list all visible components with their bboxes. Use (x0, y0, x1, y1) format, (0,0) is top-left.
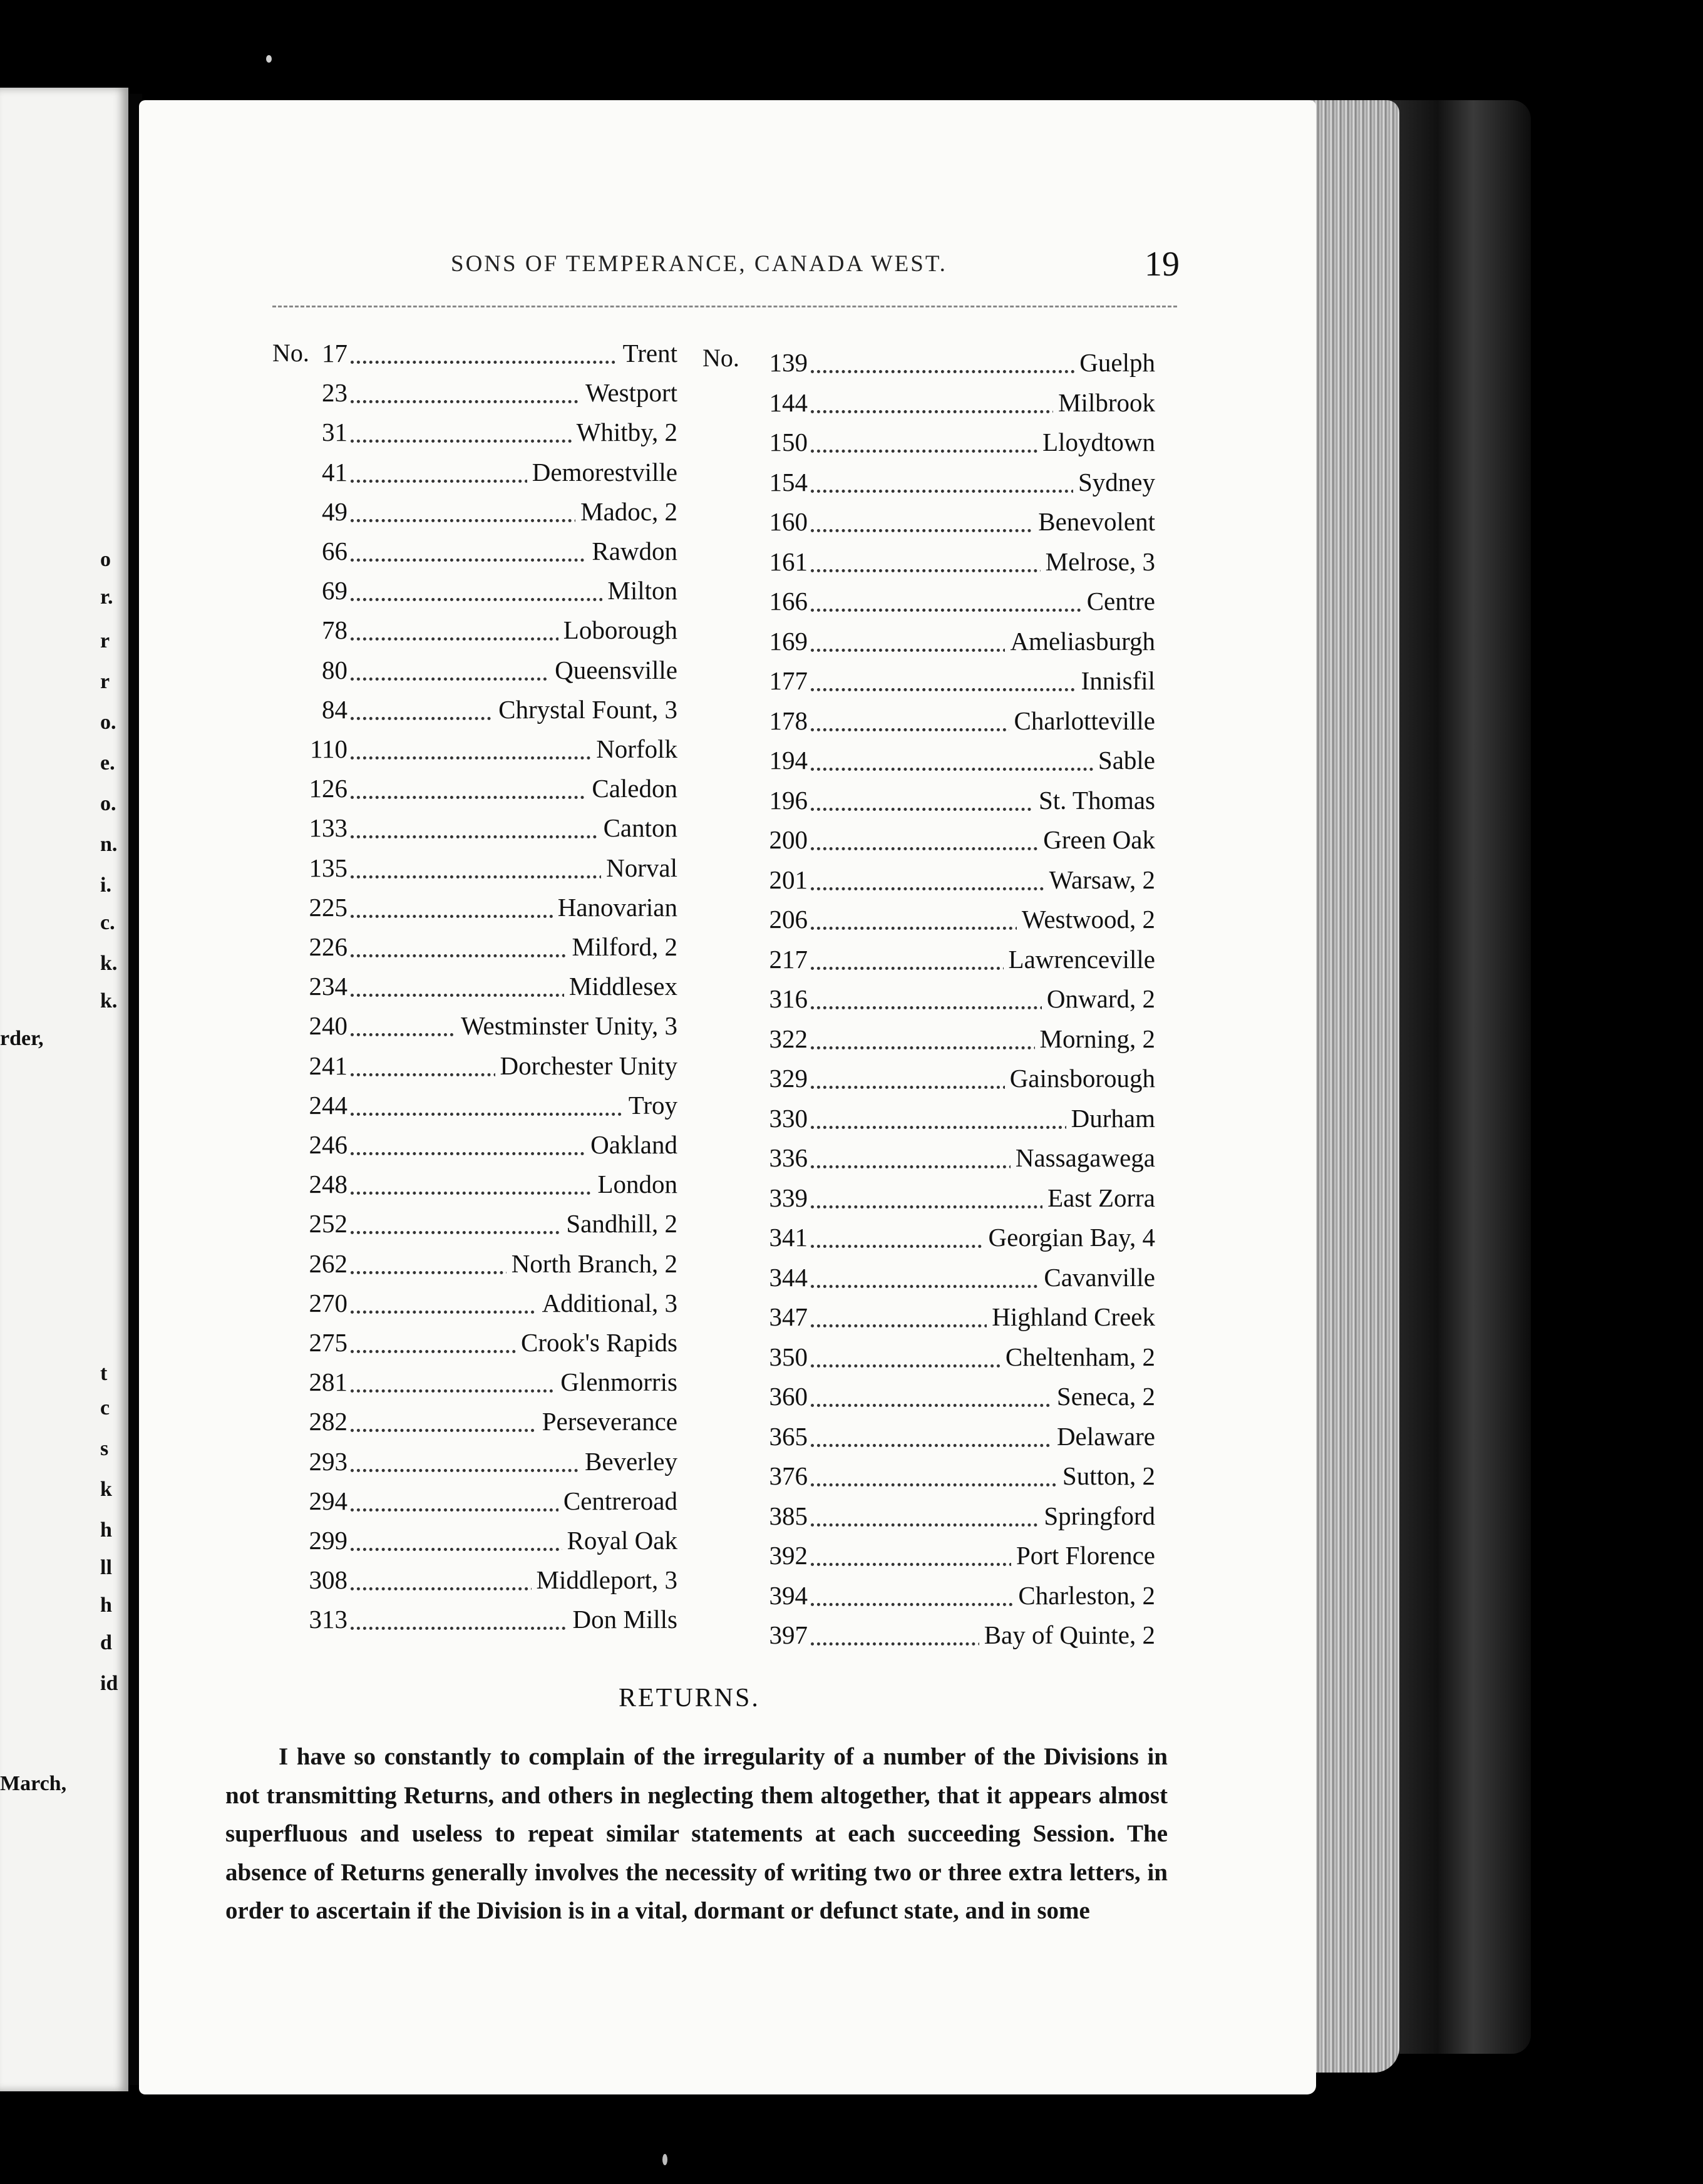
division-place: Milford, 2 (567, 932, 677, 962)
division-number: 200 (769, 825, 808, 854)
paper-speck (662, 2154, 667, 2165)
division-place: Guelph (1074, 348, 1155, 378)
division-place: Sandhill, 2 (561, 1208, 677, 1239)
division-place: Don Mills (568, 1604, 677, 1634)
division-place: Rawdon (587, 536, 677, 566)
division-number: 226 (309, 932, 347, 961)
division-place: East Zorra (1042, 1183, 1155, 1213)
division-place: Centreroad (558, 1486, 677, 1516)
division-entry (748, 626, 1155, 664)
division-entry (748, 467, 1155, 505)
left-page-fragment: k (100, 1478, 112, 1501)
division-number: 275 (309, 1328, 347, 1357)
division-place: Morning, 2 (1035, 1024, 1156, 1054)
division-number: 376 (769, 1461, 808, 1490)
left-page-fragment: e. (100, 751, 115, 775)
division-place: Chrystal Fount, 3 (493, 694, 677, 724)
division-number: 160 (769, 507, 808, 536)
division-number: 336 (769, 1143, 808, 1172)
division-number: 392 (769, 1541, 808, 1570)
division-entry (748, 825, 1155, 862)
division-place: Sutton, 2 (1057, 1461, 1155, 1491)
division-number: 329 (769, 1064, 808, 1093)
division-entry (288, 1406, 677, 1444)
division-entry (748, 904, 1155, 942)
left-page-fragment: c. (100, 911, 115, 934)
division-place: Westwood, 2 (1017, 904, 1155, 934)
left-page-fragment: r (100, 670, 110, 693)
division-number: 248 (309, 1170, 347, 1199)
division-entry (748, 785, 1155, 823)
division-entry (288, 853, 677, 890)
division-number: 69 (322, 576, 347, 605)
division-entry (748, 1540, 1155, 1578)
left-page-fragment: id (100, 1672, 118, 1695)
division-entry (288, 1249, 677, 1286)
division-entry (748, 1024, 1155, 1061)
division-number: 385 (769, 1501, 808, 1530)
division-number: 262 (309, 1249, 347, 1278)
division-entry (288, 1169, 677, 1207)
division-entry (288, 1367, 677, 1404)
division-number: 17 (322, 339, 347, 368)
division-entry (288, 892, 677, 930)
left-page-fragment: c (100, 1396, 110, 1419)
division-entry (748, 1461, 1155, 1498)
division-place: Charleston, 2 (1013, 1580, 1155, 1610)
division-place: Highland Creek (987, 1302, 1155, 1332)
division-number: 126 (309, 774, 347, 803)
division-number: 133 (309, 813, 347, 843)
division-place: Perseverance (537, 1406, 677, 1436)
division-place: Westminster Unity, 3 (456, 1011, 677, 1041)
division-entry (288, 457, 677, 495)
division-place: Beverley (580, 1446, 677, 1476)
division-entry (748, 1103, 1155, 1141)
division-place: Benevolent (1033, 507, 1155, 537)
division-place: Georgian Bay, 4 (984, 1222, 1155, 1252)
division-entry (748, 666, 1155, 703)
division-number: 110 (310, 734, 347, 763)
division-number: 169 (769, 626, 808, 656)
division-place: Glenmorris (555, 1367, 677, 1397)
left-page-fragment: h (100, 1518, 112, 1542)
division-number: 365 (769, 1421, 808, 1451)
division-entry (748, 984, 1155, 1021)
division-place: Springford (1039, 1501, 1155, 1531)
division-place: Middlesex (564, 971, 677, 1001)
division-entry (288, 734, 677, 771)
division-entry (288, 1130, 677, 1167)
division-place: Whitby, 2 (572, 417, 677, 447)
division-number: 139 (769, 348, 808, 377)
division-number: 244 (309, 1090, 347, 1120)
division-number: 206 (769, 905, 808, 934)
division-place: Cavanville (1039, 1262, 1155, 1292)
division-entry (288, 1011, 677, 1048)
left-page-fragment: o (100, 548, 111, 571)
division-place: Ameliasburgh (1005, 626, 1155, 656)
division-entry (288, 1327, 677, 1365)
division-place: Milton (602, 575, 677, 605)
division-number: 150 (769, 428, 808, 456)
division-place: Sable (1093, 745, 1155, 775)
division-place: Seneca, 2 (1052, 1381, 1155, 1411)
division-number: 344 (769, 1262, 808, 1292)
division-entry (288, 1090, 677, 1128)
division-number: 166 (769, 587, 808, 616)
division-number: 161 (769, 547, 808, 576)
returns-title: RETURNS. (619, 1684, 760, 1713)
division-number: 178 (769, 706, 808, 735)
header-rule (272, 306, 1177, 307)
division-number: 194 (769, 746, 808, 775)
division-entry (288, 655, 677, 693)
division-place: Oakland (585, 1130, 677, 1160)
division-place: Port Florence (1011, 1540, 1155, 1570)
page-number: 19 (1145, 245, 1180, 284)
division-entry (288, 575, 677, 613)
division-place: Lawrenceville (1004, 944, 1155, 974)
division-entry (288, 694, 677, 732)
division-place: Innisfil (1076, 666, 1155, 696)
division-number: 78 (322, 616, 347, 645)
division-entry (748, 1342, 1155, 1379)
left-page-fragment: d (100, 1631, 112, 1654)
division-entry (748, 1063, 1155, 1101)
division-number: 23 (322, 378, 347, 408)
returns-paragraph: I have so constantly to complain of the irregularity of a number of the Divisions in not transmitting Returns, and others in neglecting them altogether, that it appears almost superfluous and useless to repeat similar statements at each succeeding Session. The absence of Returns generally involves the necessity of writing two or three extra letters, in order to ascertain if the Division is in a vital, dormant or defunct state, and in some (225, 1743, 1168, 1924)
division-number: 281 (309, 1368, 347, 1397)
division-entry (748, 507, 1155, 544)
division-place: Charlotteville (1009, 706, 1155, 736)
division-place: Durham (1066, 1103, 1155, 1133)
division-place: St. Thomas (1034, 785, 1155, 815)
division-number: 341 (769, 1223, 808, 1252)
left-page-fragment: i. (100, 873, 111, 897)
division-entry (288, 971, 677, 1009)
division-place: Delaware (1052, 1421, 1155, 1451)
division-entry (748, 388, 1155, 425)
division-number: 308 (309, 1565, 347, 1595)
division-entry (748, 1183, 1155, 1220)
division-entry (748, 547, 1155, 584)
division-place: Bay of Quinte, 2 (979, 1620, 1155, 1650)
division-place: Royal Oak (562, 1525, 678, 1555)
division-number: 234 (309, 972, 347, 1001)
division-number: 293 (309, 1446, 347, 1476)
left-page-fragment: s (100, 1437, 109, 1460)
division-number: 225 (309, 892, 347, 922)
division-entry (288, 1486, 677, 1523)
division-place: Warsaw, 2 (1044, 865, 1155, 895)
division-place: Loborough (558, 615, 677, 645)
division-place: Norfolk (591, 734, 677, 764)
division-entry (288, 497, 677, 534)
division-place: North Branch, 2 (507, 1249, 677, 1279)
division-entry (748, 1381, 1155, 1419)
division-place: Crook's Rapids (516, 1327, 677, 1357)
division-place: Gainsborough (1005, 1063, 1155, 1093)
left-page-fragment: r. (100, 585, 113, 609)
division-entry (748, 1143, 1155, 1180)
division-number: 240 (309, 1011, 347, 1041)
division-place: Centre (1082, 586, 1155, 616)
division-entry (288, 1288, 677, 1326)
division-number: 66 (322, 537, 347, 565)
division-number: 217 (769, 944, 808, 974)
division-place: Demorestville (527, 457, 677, 487)
division-place: Green Oak (1038, 825, 1155, 855)
left-page-fragment: o. (100, 792, 116, 815)
paper-speck (266, 55, 272, 63)
book-cover-edge (1387, 100, 1531, 2054)
division-number: 397 (769, 1620, 808, 1649)
left-page-fragment: March, (0, 1772, 67, 1795)
division-place: Lloydtown (1037, 427, 1155, 457)
division-entry (288, 338, 677, 376)
division-entry (748, 586, 1155, 624)
division-entry (288, 1446, 677, 1484)
division-entry (748, 706, 1155, 743)
division-entry (288, 1604, 677, 1642)
division-number: 282 (309, 1407, 347, 1436)
division-number: 270 (309, 1288, 347, 1317)
division-number: 394 (769, 1580, 808, 1610)
division-entry (748, 745, 1155, 783)
division-number: 316 (769, 984, 808, 1013)
division-place: Additional, 3 (537, 1288, 677, 1318)
division-number: 177 (769, 666, 808, 695)
division-entry (288, 932, 677, 969)
division-entry (288, 773, 677, 811)
division-entry (748, 865, 1155, 902)
division-number: 313 (309, 1605, 347, 1634)
division-place: Hanovarian (553, 892, 677, 922)
division-number: 347 (769, 1302, 808, 1331)
left-page-fragment: k. (100, 989, 118, 1012)
left-page-fragment: ll (100, 1556, 112, 1579)
division-number: 41 (322, 457, 347, 487)
division-entry (288, 1565, 677, 1602)
division-place: London (592, 1169, 677, 1199)
division-entry (748, 944, 1155, 982)
division-number: 360 (769, 1382, 808, 1411)
division-entry (748, 1620, 1155, 1657)
division-entry (288, 1525, 677, 1563)
division-number: 196 (769, 785, 808, 815)
division-number: 31 (322, 418, 347, 447)
division-place: Canton (599, 813, 677, 843)
division-entry (748, 1421, 1155, 1459)
division-number: 299 (309, 1526, 347, 1555)
division-place: Norval (601, 853, 677, 883)
division-place: Milbrook (1053, 388, 1155, 418)
division-entry (288, 378, 677, 415)
left-page-fragment: h (100, 1594, 112, 1617)
division-place: Queensville (550, 655, 677, 685)
division-place: Trent (618, 338, 677, 368)
division-entry (288, 1208, 677, 1246)
division-number: 350 (769, 1342, 808, 1371)
division-number: 241 (309, 1051, 347, 1080)
left-page-fragment: o. (100, 711, 116, 734)
division-entry (748, 1302, 1155, 1339)
running-title: SONS OF TEMPERANCE, CANADA WEST. (451, 251, 947, 277)
division-place: Cheltenham, 2 (1001, 1342, 1155, 1372)
division-entry (288, 536, 677, 574)
division-number: 144 (769, 388, 808, 417)
right-column-no-label: No. (702, 344, 739, 372)
division-entry (288, 615, 677, 652)
division-entry (748, 1262, 1155, 1300)
division-place: Westport (580, 378, 677, 408)
left-page-fragment: r (100, 629, 110, 652)
division-place: Melrose, 3 (1041, 547, 1155, 577)
division-entry (748, 1501, 1155, 1538)
division-place: Caledon (587, 773, 677, 803)
division-number: 80 (322, 655, 347, 684)
division-number: 201 (769, 865, 808, 894)
left-page-fragment: rder, (0, 1027, 44, 1050)
division-number: 49 (322, 497, 347, 526)
division-entry (748, 348, 1155, 385)
division-number: 246 (309, 1130, 347, 1159)
division-number: 294 (309, 1486, 347, 1515)
division-place: Troy (624, 1090, 677, 1120)
left-page-fragment: n. (100, 833, 118, 856)
division-number: 330 (769, 1103, 808, 1133)
division-number: 252 (309, 1209, 347, 1239)
division-place: Onward, 2 (1042, 984, 1155, 1014)
division-place: Madoc, 2 (575, 497, 677, 527)
division-number: 135 (309, 853, 347, 882)
division-entry (288, 417, 677, 455)
division-number: 154 (769, 467, 808, 497)
division-entry (748, 1580, 1155, 1618)
division-place: Sydney (1073, 467, 1155, 497)
division-entry (748, 427, 1155, 465)
division-entry (748, 1222, 1155, 1260)
division-number: 322 (769, 1024, 808, 1053)
division-place: Middleport, 3 (532, 1565, 677, 1595)
division-number: 339 (769, 1183, 808, 1212)
division-place: Dorchester Unity (495, 1051, 678, 1081)
division-entry (288, 1051, 677, 1088)
division-place: Nassagawega (1011, 1143, 1155, 1173)
division-entry (288, 813, 677, 850)
division-number: 84 (322, 694, 347, 724)
left-page-fragment: k. (100, 952, 118, 975)
left-page-fragment: t (100, 1362, 108, 1385)
left-column-no-label: No. (272, 339, 309, 367)
